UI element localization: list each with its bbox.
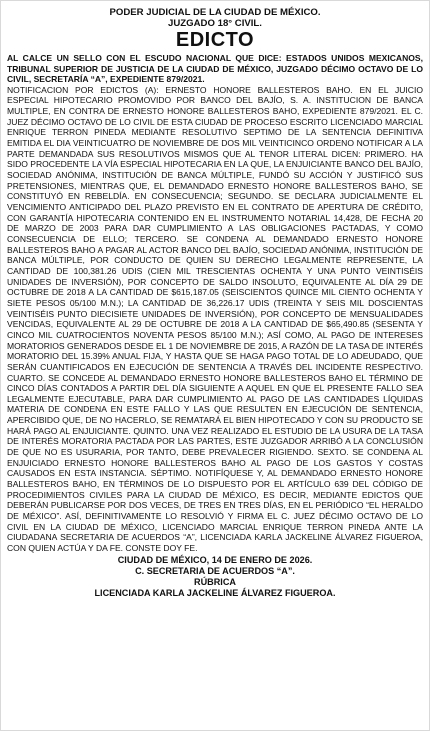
signature-role: C. SECRETARIA DE ACUERDOS “A”. bbox=[135, 565, 295, 576]
signature-rubric: RÚBRICA bbox=[194, 576, 236, 587]
court-name: PODER JUDICIAL DE LA CIUDAD DE MÉXICO. bbox=[109, 7, 321, 18]
signature-block bbox=[7, 555, 423, 599]
court-section: JUZGADO 18° CIVIL. bbox=[168, 18, 262, 29]
signature-date: CIUDAD DE MÉXICO, 14 DE ENERO DE 2026. bbox=[117, 554, 313, 565]
edict-body: NOTIFICACION POR EDICTOS (A): ERNESTO HONORE BALLESTEROS BAHO. EN EL JUICIO ESPECIAL HIPOTECARIO PROMOVIDO POR BANCO DEL BAJÍO, S. A. INSTITUCION DE BANCA MULTIPLE, EN CONTRA DE ERNESTO HONORE BALLESTEROS BAHO, EXPEDIENTE 879/2021. EL C. JUEZ DÉCIMO OCTAVO DE LO CIVIL DE ESTA CIUDAD DE PROCESO ESCRITO LICENCIADO MARCIAL ENRIQUE TERRON PINEDA MEDIANTE RESOLUTIVO SEPTIMO DE LA SENTENCIA DEFINITIVA EMITIDA EL DIA VEINTICUATRO DE NOVIEMBRE DE DOS MIL VEINTICINCO ORDENO NOTIFICAR A LA PARTE DEMANDADA SUS RESOLUTIVOS MISMOS QUE AL TENOR LITERAL DICEN: PRIMERO. HA SIDO PROCEDENTE LA VÍA ESPECIAL HIPOTECARIA EN LA QUE, LA ENJUICIANTE BANCO DEL BAJÍO, SOCIEDAD ANÓNIMA, INSTITUCIÓN DE BANCA MÚLTIPLE, FUNDÓ SU ACCIÓN Y JUSTIFICÓ SUS PRETENSIONES, MIENTRAS QUE, EL DEMANDADO ERNESTO HONORE BALLESTEROS BAHO, SE CONSTITUYÓ EN REBELDÍA. EN CONSECUENCIA; SEGUNDO. SE DECLARA JUDICIALMENTE EL VENCIMIENTO ANTICIPADO DEL PLAZO PREVISTO EN EL CONTRATO DE APERTURA DE CRÉDITO, CON GARANTÍA HIPOTECARIA CONTENIDO EN EL INSTRUMENTO NOTARIAL 14,428, DE FECHA 20 DE MARZO DE 2003 PARA DAR CUMPLIMIENTO A LAS OBLIGACIONES PACTADAS, Y COMO CONSECUENCIA DE ELLO; TERCERO. SE CONDENA AL DEMANDADO ERNESTO HONORE BALLESTEROS BAHO A PAGAR AL ACTOR BANCO DEL BAJÍO, SOCIEDAD ANÓNIMA, INSTITUCIÓN DE BANCA MÚLTIPLE, POR CONDUCTO DE QUIEN SU DERECHO LEGALMENTE REPRESENTE, LA CANTIDAD DE 100,381.26 UDIS (CIEN MIL TRESCIENTAS OCHENTA Y UNA PUNTO VEINTISÉIS UNIDADES DE INVERSIÓN), POR CONCEPTO DE SALDO INSOLUTO, EQUIVALENTE AL DÍA 29 DE OCTUBRE DE 2018 A LA CANTIDAD DE $615,187.05 (SEISCIENTOS QUINCE MIL CIENTO OCHENTA Y SIETE PESOS 05/100 M.N.); LA CANTIDAD DE 36,226.17 UDIS (TREINTA Y SEIS MIL DOSCIENTAS VEINTISÉIS PUNTO DIECISIETE UNIDADES DE INVERSIÓN), POR CONCEPTO DE MENSUALIDADES VENCIDAS, EQUIVALENTE AL 29 DE OCTUBRE DE 2018 A LA CANTIDAD DE $65,490.85 (SESENTA Y CINCO MIL CUATROCIENTOS NOVENTA PESOS 85/100 M.N.); ASÍ COMO, AL PAGO DE INTERESES MORATORIOS GENERADOS DESDE EL 1 DE NOVIEMBRE DE 2015, A RAZÓN DE LA TASA DE INTERÉS MORATORIO DEL 15.39% ANUAL FIJA, Y HASTA QUE SE HAGA PAGO TOTAL DE LO ADEUDADO, QUE SERÁN CUANTIFICADOS EN EJECUCIÓN DE SENTENCIA A TRAVÉS DEL INCIDENTE RESPECTIVO. CUARTO. SE CONCEDE AL DEMANDADO ERNESTO HONORE BALLESTEROS BAHO EL TÉRMINO DE CINCO DÍAS CONTADOS A PARTIR DEL DÍA SIGUIENTE A AQUEL EN QUE EL PRESENTE FALLO SEA LEGALMENTE EJECUTABLE, PARA DAR CUMPLIMIENTO AL PAGO DE LAS CANTIDADES LÍQUIDAS MATERIA DE CONDENA EN ESTE FALLO Y LAS QUE RESULTEN EN EJECUCIÓN DE SENTENCIA, APERCIBIDO QUE, DE NO HACERLO, SE REMATARÁ EL BIEN HIPOTECADO Y CON SU PRODUCTO SE HARÁ PAGO AL ENJUICIANTE. QUINTO. UNA VEZ REALIZADO EL ESTUDIO DE LA USURA DE LA TASA DE INTERÉS MORATORIA PACTADA POR LAS PARTES, ESTE JUZGADOR ARRIBÓ A LA CONCLUSIÓN DE QUE NO ES USURARIA, POR TANTO, DEBE PREVALECER RIGIENDO. SEXTO. SE CONDENA AL ENJUICIADO ERNESTO HONORE BALLESTEROS BAHO AL PAGO DE LOS GASTOS Y COSTAS CAUSADOS EN ESTA INSTANCIA. SÉPTIMO. NOTIFÍQUESE Y, AL DEMANDADO ERNESTO HONORE BALLESTEROS BAHO, EN TÉRMINOS DE LO DISPUESTO POR EL ARTÍCULO 639 DEL CÓDIGO DE PROCEDIMIENTOS CIVILES PARA LA CIUDAD DE MÉXICO, ES DECIR, MEDIANTE EDICTOS QUE DEBERÁN PUBLICARSE POR DOS VECES, DE TRES EN TRES DÍAS, EN EL PERIÓDICO “EL HERALDO DE MÉXICO”. ASÍ, DEFINITIVAMENTE LO RESOLVIÓ Y FIRMA EL C. JUEZ DÉCIMO OCTAVO DE LO CIVIL EN LA CIUDAD DE MÉXICO, LICENCIADO MARCIAL ENRIQUE TERRON PINEDA ANTE LA CIUDADANA SECRETARIA DE ACUERDOS “A”, LICENCIADA KARLA JACKELINE ÁLVAREZ FIGUEROA, CON QUIEN ACTÚA Y DA FE. CONSTE DOY FE. bbox=[7, 84, 423, 553]
page-title: EDICTO bbox=[175, 29, 255, 51]
seal-description: AL CALCE UN SELLO CON EL ESCUDO NACIONAL QUE DICE: ESTADOS UNIDOS MEXICANOS, TRIBUNAL SUPERIOR DE JUSTICIA DE LA CIUDAD DE MÉXICO, JUZGADO DÉCIMO OCTAVO DE LO CIVIL, SECRETARÍA “A”, EXPEDIENTE 879/2021. bbox=[7, 53, 423, 85]
signature-name: LICENCIADA KARLA JACKELINE ÁLVAREZ FIGUEROA. bbox=[94, 587, 336, 598]
